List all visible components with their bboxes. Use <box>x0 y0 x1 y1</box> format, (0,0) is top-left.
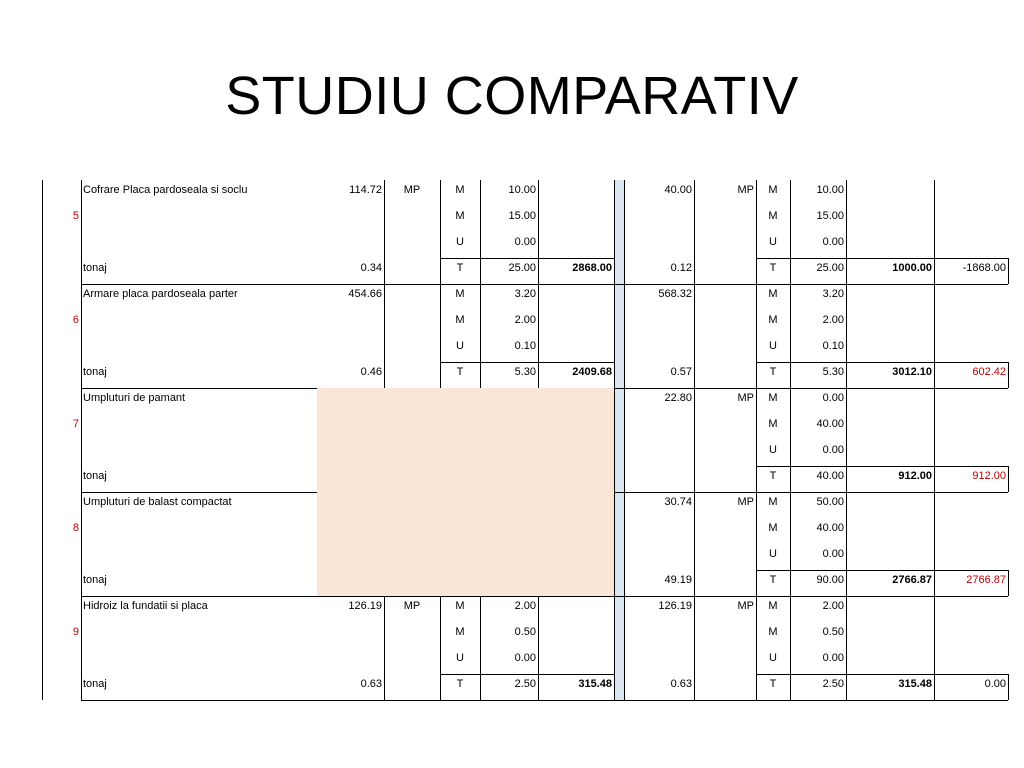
right-unit: MP <box>737 392 754 404</box>
right-cost-code: M <box>768 184 778 196</box>
left-total: 315.48 <box>578 678 612 690</box>
grid-line <box>81 596 82 700</box>
right-cost-value: 5.30 <box>822 366 844 378</box>
left-cost-value: 2.00 <box>514 600 536 612</box>
grid-line <box>624 492 625 596</box>
grid-line <box>756 258 1008 259</box>
left-cost-value: 15.00 <box>508 210 536 222</box>
grid-line <box>790 284 791 388</box>
grid-line <box>480 596 481 700</box>
grid-line <box>756 388 757 492</box>
grid-line <box>790 492 791 596</box>
right-total: 1000.00 <box>892 262 932 274</box>
left-cost-code: M <box>455 626 465 638</box>
grid-line <box>756 674 1008 675</box>
right-unit: MP <box>737 184 754 196</box>
grid-line <box>614 180 615 284</box>
left-cost-code: T <box>456 262 464 274</box>
right-cost-value: 2.00 <box>822 314 844 326</box>
slide-title: STUDIU COMPARATIV <box>225 66 799 126</box>
grid-line <box>756 492 757 596</box>
grid-line <box>384 596 385 700</box>
grid-line <box>694 492 695 596</box>
tonaj-label: tonaj <box>83 262 107 274</box>
grid-line <box>756 284 757 388</box>
right-quantity: 568.32 <box>658 288 692 300</box>
right-cost-value: 0.00 <box>822 444 844 456</box>
difference: -1868.00 <box>962 262 1006 274</box>
grid-line <box>756 466 1008 467</box>
right-total: 315.48 <box>898 678 932 690</box>
item-name: Hidroiz la fundatii si placa <box>83 600 208 612</box>
right-cost-code: U <box>769 652 777 664</box>
row-number: 8 <box>72 522 79 534</box>
grid-line <box>1008 674 1009 700</box>
right-cost-code: M <box>768 496 778 508</box>
grid-line <box>440 674 614 675</box>
grid-line <box>756 596 757 700</box>
item-name: Armare placa pardoseala parter <box>83 288 238 300</box>
item-name: Umpluturi de balast compactat <box>83 496 232 508</box>
grid-line <box>756 180 757 284</box>
left-unit: MP <box>403 600 421 612</box>
left-cost-value: 0.00 <box>514 652 536 664</box>
left-cost-value: 25.00 <box>508 262 536 274</box>
grid-line <box>624 284 625 388</box>
right-total: 912.00 <box>898 470 932 482</box>
left-cost-value: 5.30 <box>514 366 536 378</box>
grid-line <box>81 700 1008 701</box>
right-cost-code: T <box>769 470 777 482</box>
left-cost-code: T <box>456 678 464 690</box>
grid-line <box>694 388 695 492</box>
grid-line <box>756 362 1008 363</box>
left-tonaj: 0.63 <box>360 678 382 690</box>
right-cost-code: U <box>769 236 777 248</box>
right-cost-code: U <box>769 340 777 352</box>
grid-line <box>790 180 791 284</box>
right-cost-code: U <box>769 444 777 456</box>
right-cost-code: M <box>768 210 778 222</box>
grid-line <box>934 388 935 492</box>
right-tonaj: 0.63 <box>670 678 692 690</box>
right-cost-code: T <box>769 366 777 378</box>
right-cost-value: 25.00 <box>816 262 844 274</box>
right-cost-value: 40.00 <box>816 418 844 430</box>
grid-line <box>624 180 625 284</box>
empty-offer-shade <box>317 388 614 492</box>
grid-line <box>694 180 695 284</box>
grid-line <box>694 284 695 388</box>
grid-line <box>440 258 614 259</box>
grid-line <box>846 596 847 700</box>
grid-line <box>694 596 695 700</box>
grid-line <box>440 596 441 700</box>
grid-line <box>440 180 441 284</box>
left-unit: MP <box>403 184 421 196</box>
tonaj-label: tonaj <box>83 366 107 378</box>
grid-line <box>1008 466 1009 492</box>
row-number: 7 <box>72 418 79 430</box>
left-cost-code: M <box>455 600 465 612</box>
left-tonaj: 0.46 <box>360 366 382 378</box>
right-cost-code: M <box>768 314 778 326</box>
right-cost-value: 15.00 <box>816 210 844 222</box>
right-quantity: 30.74 <box>664 496 692 508</box>
left-cost-code: M <box>455 288 465 300</box>
right-cost-value: 2.00 <box>822 600 844 612</box>
grid-line <box>42 180 43 700</box>
grid-line <box>440 284 441 388</box>
grid-line <box>790 388 791 492</box>
item-name: Umpluturi de pamant <box>83 392 186 404</box>
left-cost-value: 0.00 <box>514 236 536 248</box>
right-total: 3012.10 <box>892 366 932 378</box>
grid-line <box>384 284 385 388</box>
right-cost-value: 0.50 <box>822 626 844 638</box>
right-cost-code: M <box>768 600 778 612</box>
grid-line <box>440 362 614 363</box>
left-cost-code: U <box>456 236 464 248</box>
right-cost-code: M <box>768 626 778 638</box>
grid-line <box>81 596 1008 597</box>
right-tonaj: 0.57 <box>670 366 692 378</box>
left-cost-value: 3.20 <box>514 288 536 300</box>
right-unit: MP <box>737 496 754 508</box>
right-cost-value: 0.00 <box>822 652 844 664</box>
right-unit: MP <box>737 600 754 612</box>
tonaj-label: tonaj <box>83 678 107 690</box>
left-cost-value: 2.00 <box>514 314 536 326</box>
grid-line <box>846 388 847 492</box>
grid-line <box>790 596 791 700</box>
grid-line <box>1008 258 1009 284</box>
grid-line <box>81 180 82 284</box>
grid-line <box>756 570 1008 571</box>
right-cost-code: U <box>769 548 777 560</box>
grid-line <box>846 492 847 596</box>
grid-line <box>81 388 82 492</box>
right-cost-value: 0.00 <box>822 236 844 248</box>
grid-line <box>846 284 847 388</box>
grid-line <box>538 284 539 388</box>
grid-line <box>81 492 82 596</box>
right-quantity: 126.19 <box>658 600 692 612</box>
grid-line <box>614 388 615 492</box>
item-name: Cofrare Placa pardoseala si soclu <box>83 184 248 196</box>
difference: 0.00 <box>984 678 1006 690</box>
grid-line <box>538 180 539 284</box>
column-separator <box>614 180 624 700</box>
right-cost-value: 40.00 <box>816 522 844 534</box>
grid-line <box>934 492 935 596</box>
right-cost-value: 50.00 <box>816 496 844 508</box>
left-cost-code: M <box>455 210 465 222</box>
right-cost-value: 0.00 <box>822 392 844 404</box>
left-cost-value: 0.50 <box>514 626 536 638</box>
difference: 602.42 <box>972 366 1006 378</box>
empty-offer-shade <box>317 492 614 596</box>
right-cost-code: T <box>769 262 777 274</box>
left-cost-code: T <box>456 366 464 378</box>
right-total: 2766.87 <box>892 574 932 586</box>
row-number: 6 <box>72 314 79 326</box>
grid-line <box>614 284 615 388</box>
left-cost-value: 10.00 <box>508 184 536 196</box>
right-cost-value: 0.10 <box>822 340 844 352</box>
grid-line <box>614 596 615 700</box>
grid-line <box>1008 570 1009 596</box>
grid-line <box>81 284 82 388</box>
right-tonaj: 49.19 <box>664 574 692 586</box>
right-cost-code: T <box>769 678 777 690</box>
left-cost-value: 2.50 <box>514 678 536 690</box>
right-cost-value: 0.00 <box>822 548 844 560</box>
row-number: 9 <box>72 626 79 638</box>
left-cost-code: M <box>455 184 465 196</box>
left-quantity: 454.66 <box>348 288 382 300</box>
left-cost-code: M <box>455 314 465 326</box>
grid-line <box>846 180 847 284</box>
grid-line <box>480 180 481 284</box>
left-total: 2868.00 <box>572 262 612 274</box>
grid-line <box>81 284 1008 285</box>
grid-line <box>614 492 615 596</box>
grid-line <box>934 180 935 284</box>
right-cost-value: 2.50 <box>822 678 844 690</box>
right-cost-code: T <box>769 574 777 586</box>
left-quantity: 114.72 <box>349 184 382 196</box>
comparison-table <box>42 180 1008 700</box>
tonaj-label: tonaj <box>83 470 107 482</box>
right-quantity: 22.80 <box>664 392 692 404</box>
right-cost-code: M <box>768 418 778 430</box>
grid-line <box>934 596 935 700</box>
grid-line <box>934 284 935 388</box>
right-cost-code: M <box>768 522 778 534</box>
right-cost-value: 90.00 <box>816 574 844 586</box>
right-cost-value: 40.00 <box>816 470 844 482</box>
difference: 2766.87 <box>966 574 1006 586</box>
left-cost-value: 0.10 <box>514 340 536 352</box>
left-cost-code: U <box>456 652 464 664</box>
grid-line <box>624 388 625 492</box>
right-cost-code: M <box>768 288 778 300</box>
grid-line <box>1008 362 1009 388</box>
difference: 912.00 <box>972 470 1006 482</box>
grid-line <box>538 596 539 700</box>
left-tonaj: 0.34 <box>360 262 382 274</box>
grid-line <box>624 596 625 700</box>
right-cost-value: 3.20 <box>822 288 844 300</box>
grid-line <box>384 180 385 284</box>
tonaj-label: tonaj <box>83 574 107 586</box>
right-cost-value: 10.00 <box>816 184 844 196</box>
right-tonaj: 0.12 <box>670 262 692 274</box>
right-cost-code: M <box>768 392 778 404</box>
left-total: 2409.68 <box>572 366 612 378</box>
grid-line <box>480 284 481 388</box>
left-cost-code: U <box>456 340 464 352</box>
right-quantity: 40.00 <box>664 184 692 196</box>
row-number: 5 <box>72 210 79 222</box>
left-quantity: 126.19 <box>348 600 382 612</box>
